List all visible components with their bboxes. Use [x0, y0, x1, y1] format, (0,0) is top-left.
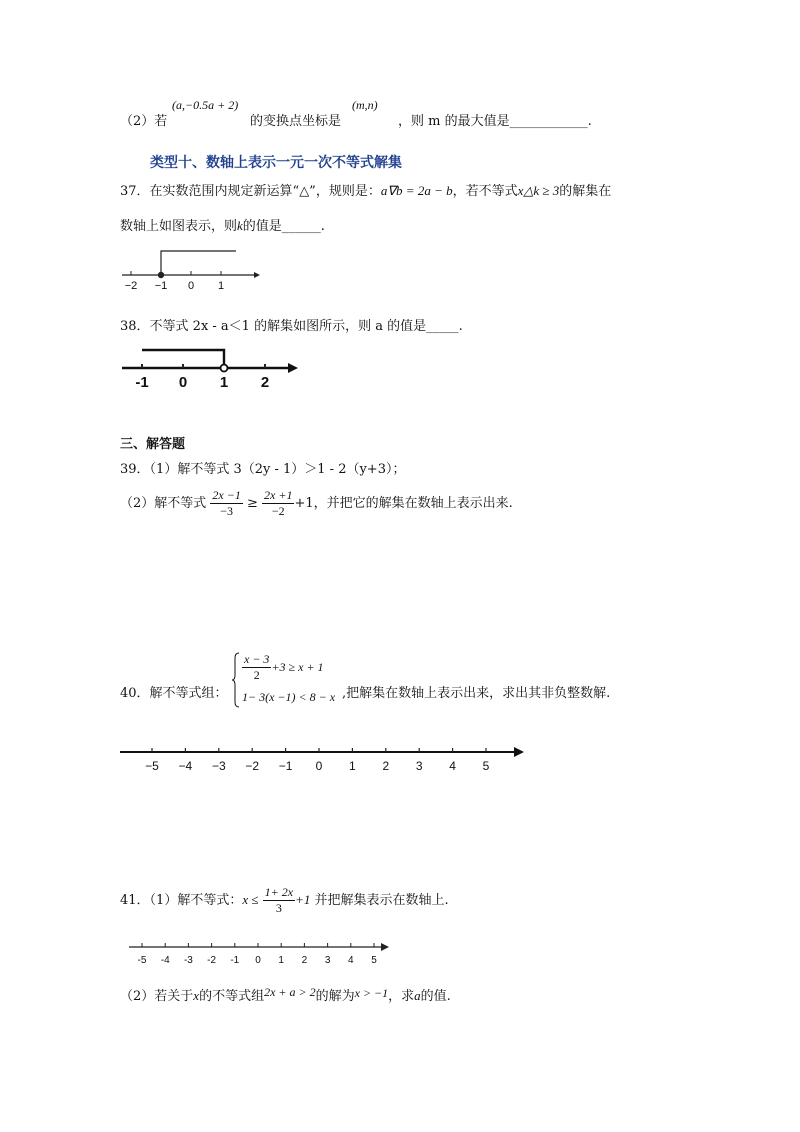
axis-tick-label: −3 — [211, 759, 226, 773]
axis-tick-label: 3 — [415, 759, 423, 773]
q37-ineq: x△k ≥ 3 — [517, 183, 560, 198]
axis-tick-label: 1 — [278, 955, 284, 966]
axis-tick-label: −1 — [278, 759, 293, 773]
axis-tick-label: 4 — [449, 759, 456, 773]
axis-tick-label: 1 — [219, 374, 229, 390]
axis-tick-label: −2 — [124, 280, 138, 292]
axis-tick-label: 0 — [187, 280, 195, 292]
axis-tick-label: −5 — [145, 759, 159, 773]
section-title-type10: 类型十、数轴上表示一元一次不等式解集 — [150, 155, 402, 171]
q38-number-line — [120, 340, 305, 390]
q36-prefix: （2）若 — [120, 114, 168, 129]
axis-tick-label: 5 — [482, 759, 490, 773]
axis-tick-label: -5 — [137, 955, 147, 966]
q40-axis-arrow — [514, 747, 524, 757]
axis-tick-label: -4 — [160, 955, 170, 966]
axis-tick-label: 2 — [382, 759, 390, 773]
q37-line2: 数轴上如图表示，则k的值是______. — [120, 218, 325, 234]
axis-tick-label: 1 — [217, 280, 225, 292]
q40-number-line — [118, 740, 530, 776]
axis-tick-label: −2 — [245, 759, 260, 773]
q39-part2: （2）解不等式 $\frac{2x -1}{-3}$ ≥ $\frac{2x +1}{-2}$ +1，并把它的解集在数轴上表示出来. — [120, 488, 513, 518]
q36-point: (a,−0.5a + 2) — [172, 98, 239, 112]
axis-tick-label: 0 — [255, 955, 261, 966]
q41-number-line — [125, 938, 395, 968]
q36-mid: 的变换点坐标是 — [250, 114, 342, 129]
q39-fraction2: $\frac{2x +1}{-2}$ — [264, 488, 293, 518]
axis-tick-label: -2 — [207, 955, 217, 966]
axis-tick-label: −1 — [154, 280, 168, 292]
q36-suffix: ，则 m 的最大值是____________. — [398, 114, 592, 129]
q37-line1: 37．在实数范围内规定新运算“△”，规则是：a∇b = 2a − b，若不等式x△k ≥ 3的解集在 — [120, 183, 612, 199]
q38-solution-ray — [142, 350, 224, 365]
q39-part1: 39．（1）解不等式 3（2y - 1）＞1 - 2（y+3）； — [120, 462, 406, 477]
q37-number-line — [118, 245, 263, 295]
q41-axis-arrow — [381, 943, 389, 951]
q38-text: 38．不等式 2x - a＜1 的解集如图所示，则 a 的值是_____. — [120, 319, 463, 334]
q39-fraction1: $\frac{2x -1}{-3}$ — [212, 488, 241, 518]
q40-row2: 1− 3(x −1) < 8 − x — [242, 690, 336, 704]
axis-tick-label: 1 — [349, 759, 356, 773]
axis-tick-label: −4 — [178, 759, 193, 773]
q40-brace — [232, 652, 240, 708]
axis-tick-label: 5 — [371, 955, 377, 966]
q37-axis-arrow — [254, 272, 260, 278]
axis-tick-label: 0 — [315, 759, 323, 773]
q41-fraction: $\frac{1+ 2x}{3}$ — [264, 885, 294, 915]
q40-prefix: 40．解不等式组： — [120, 686, 228, 701]
axis-tick-label: -1 — [135, 374, 149, 390]
q37-rule: a∇b = 2a − b — [380, 183, 453, 198]
axis-tick-label: 2 — [301, 955, 308, 966]
axis-tick-label: -3 — [183, 955, 193, 966]
axis-tick-label: -1 — [230, 955, 240, 966]
axis-tick-label: 2 — [260, 374, 270, 390]
q36-part2 — [120, 110, 167, 129]
q37-solid-dot — [158, 272, 164, 278]
axis-tick-label: 4 — [348, 955, 354, 966]
q37-solution-ray — [161, 251, 236, 275]
section-title-answers: 三、解答题 — [120, 437, 186, 452]
q40-suffix: ,把解集在数轴上表示出来，求出其非负整数解. — [342, 686, 611, 701]
q41-part2: （2）若关于x的不等式组2x + a > 2的解为x > −1，求a的值. — [120, 985, 451, 1004]
q41-system-ineq: 2x + a > 2 — [264, 985, 316, 999]
q41-part1: 41．（1）解不等式：x ≤ $\frac{1+ 2x}{3}$ +1 并把解集表示在数轴上. — [120, 885, 449, 915]
q40-row1-fraction: $\frac{x - 3}{2}$ — [244, 652, 270, 682]
q38-axis-arrow — [288, 363, 298, 373]
axis-tick-label: 0 — [178, 374, 188, 390]
axis-tick-label: 3 — [324, 955, 331, 966]
q38-open-dot — [221, 365, 228, 372]
q36-point2: (m,n) — [352, 98, 378, 112]
